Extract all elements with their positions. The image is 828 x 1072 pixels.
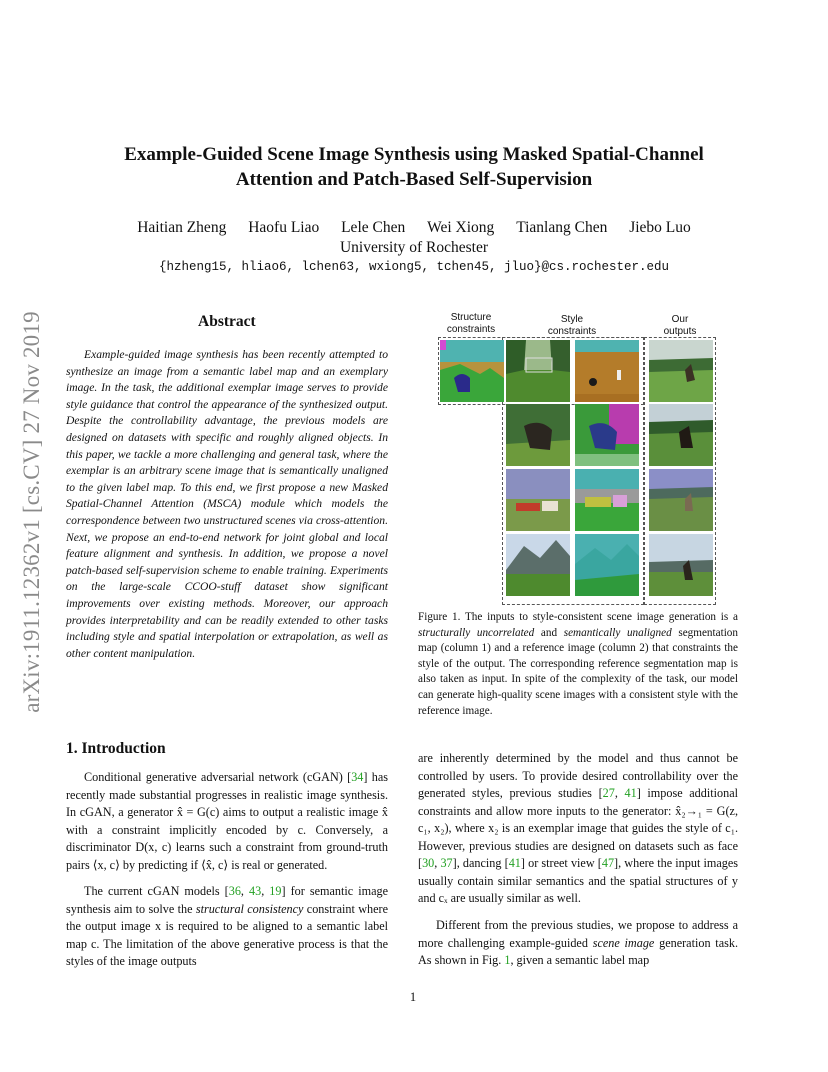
outputs-column-header: Our outputs (663, 314, 697, 337)
generated-output (649, 534, 713, 596)
intro-paragraph-1: Conditional generative adversarial network (cGAN) [34] has recently made substantial progresses in realistic image synthesis. In cGAN, a generator x̂ = G(c) aims to output a realistic image x̂ with a constraint implicitly encoded by c. Conversely, a discriminator D(x, c) learns such a constraint from ground-truth pairs ⟨x, c⟩ by predicting if ⟨x̂, c⟩ is real or generated. (66, 770, 388, 872)
citation-link[interactable]: 19 (269, 884, 282, 898)
author: Tianlang Chen (516, 219, 608, 236)
reference-segmentation-map (575, 340, 639, 402)
style-column-header: Style constraints (547, 314, 597, 337)
abstract-heading: Abstract (198, 313, 256, 330)
reference-segmentation-map (575, 404, 639, 466)
arxiv-sidebar (12, 252, 52, 772)
figure-reference-link[interactable]: 1 (504, 953, 511, 967)
structure-column-header: Structure constraints (446, 312, 496, 335)
reference-segmentation-map (575, 534, 639, 596)
figure-1 (436, 312, 718, 602)
abstract-text: Example-guided image synthesis has been recently attempted to synthesize an image from a semantic label map and an exemplary image. In the task, the additional exemplar image serves to provide style guidance that control the appearance of the synthesized output. Despite the controllability advantage, the previous models are designed on datasets with specific and roughly aligned objects. In this paper, we tackle a more challenging and general task, where the exemplar is an arbitrary scene image that is semantically unaligned to the given label map. To this end, we first propose a new Masked Spatial-Channel Attention (MSCA) module which models the correspondence between two unstructured scenes via cross-attention. Next, we propose an end-to-end network for joint global and local feature alignment and synthesis. In addition, we propose a novel patch-based self-supervision scheme to enable training. Experiments on the large-scale CCOO-stuff dataset show significant improvements over existing methods. Moreover, our approach provides interpretability and can be readily extended to other tasks including style and spatial interpolation or extrapolation, as well as other content manipulation. (66, 348, 388, 660)
reference-image (506, 340, 570, 402)
citation-link[interactable]: 36 (228, 884, 241, 898)
section-heading: 1. Introduction (66, 740, 166, 757)
citation-link[interactable]: 41 (508, 856, 521, 870)
author-emails: {hzheng15, hliao6, lchen63, wxiong5, tchen45, jluo}@cs.rochester.edu (158, 260, 670, 274)
reference-image (506, 534, 570, 596)
reference-image (506, 469, 570, 531)
citation-link[interactable]: 30 (422, 856, 435, 870)
author: Haitian Zheng (137, 219, 227, 236)
segmentation-map-input (440, 340, 504, 402)
author: Jiebo Luo (629, 219, 691, 236)
figure-caption: Figure 1. The inputs to style-consistent scene image generation is a structurally uncorrelated and semantically unaligned segmentation map (column 1) and a reference image (column 2) that constraints the style of the output. The corresponding reference segmentation map is also taken as input. In spite of the complexity of the task, our model can generate high-quality scene images with a consistent style with the reference image. (418, 611, 738, 717)
author: Haofu Liao (248, 219, 320, 236)
author-list (60, 218, 768, 238)
citation-link[interactable]: 37 (440, 856, 453, 870)
author: Wei Xiong (427, 219, 495, 236)
citation-link[interactable]: 34 (351, 770, 364, 784)
citation-link[interactable]: 47 (601, 856, 615, 870)
title-line-1: Example-Guided Scene Image Synthesis using Masked Spatial-Channel (124, 144, 704, 165)
arxiv-identifier: arXiv:1911.12362v1 [cs.CV] 27 Nov 2019 (19, 311, 44, 713)
title-line-2: Attention and Patch-Based Self-Supervision (235, 169, 593, 190)
citation-link[interactable]: 43 (249, 884, 262, 898)
intro-paragraph-4: Different from the previous studies, we propose to address a more challenging example-guided scene image generation task. As shown in Fig. 1, given a semantic label map (418, 918, 738, 967)
page-number: 1 (409, 990, 417, 1004)
reference-segmentation-map (575, 469, 639, 531)
paper-title (60, 142, 768, 192)
reference-image (506, 404, 570, 466)
citation-link[interactable]: 41 (624, 786, 637, 800)
citation-link[interactable]: 27 (602, 786, 615, 800)
generated-output (649, 404, 713, 466)
generated-output (649, 469, 713, 531)
affiliation: University of Rochester (339, 239, 489, 256)
intro-paragraph-2: The current cGAN models [36, 43, 19] for semantic image synthesis aim to solve the structural consistency constraint where the output image x is required to be aligned to a semantic label map c. The limitation of the above generative process is that the styles of the image outputs (66, 884, 388, 968)
generated-output (649, 340, 713, 402)
intro-paragraph-3: are inherently determined by the model and thus cannot be controlled by users. To provide desired controllability over the generated styles, previous studies [27, 41] impose additional constraints and allow more inputs to the generator: x̂₂→₁ = G(z, c₁, x₂), where x₂ is an exemplar image that guides the style of c₁. However, previous studies are designed on datasets such as face [30, 37], dancing [41] or street view [47], where the input images usually contain similar semantics and the spatial structures of y and cₓ are usually similar as well. (418, 751, 739, 905)
author: Lele Chen (341, 219, 406, 236)
